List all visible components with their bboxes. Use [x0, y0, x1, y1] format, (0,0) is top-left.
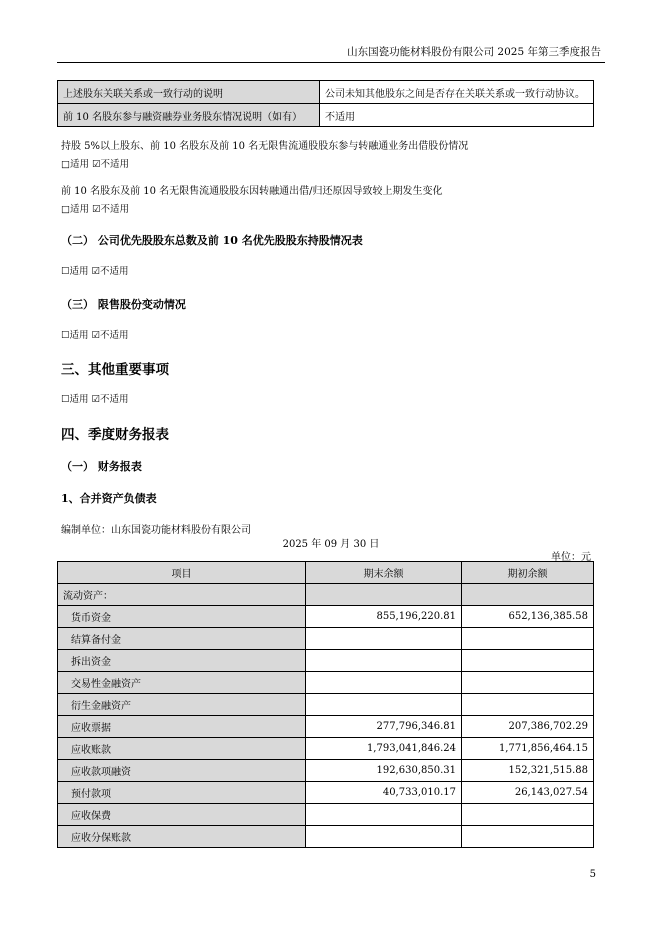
row-label: 结算备付金	[58, 628, 306, 650]
header-divider	[57, 62, 605, 63]
section-heading-preferred: （二） 公司优先股股东总数及前 10 名优先股股东持股情况表	[61, 234, 363, 247]
end-balance-cell	[306, 584, 462, 606]
table-row	[58, 81, 594, 104]
row-label: 货币资金	[58, 606, 306, 628]
end-balance-cell	[306, 650, 462, 672]
row-label: 衍生金融资产	[58, 694, 306, 716]
applicability-check: □适用 ☑不适用	[61, 159, 130, 170]
page-number: 5	[589, 869, 596, 880]
begin-balance-cell	[462, 826, 594, 848]
end-balance-cell	[306, 672, 462, 694]
end-balance-cell	[306, 694, 462, 716]
column-header-item: 项目	[58, 562, 306, 584]
paragraph-lending: 持股 5%以上股东、前 10 名股东及前 10 名无限售流通股股东参与转融通业务出借股份情况	[61, 141, 469, 152]
table-cell-label: 前 10 名股东参与融资融券业务股东情况说明（如有）	[58, 104, 320, 127]
table-cell-value: 公司未知其他股东之间是否存在关联关系或一致行动协议。	[320, 81, 594, 104]
section-heading-restricted: （三） 限售股份变动情况	[61, 298, 186, 311]
begin-balance-cell: 152,321,515.88	[462, 760, 594, 782]
begin-balance-cell	[462, 804, 594, 826]
table-cell-value: 不适用	[320, 104, 594, 127]
end-balance-cell: 40,733,010.17	[306, 782, 462, 804]
row-label: 交易性金融资产	[58, 672, 306, 694]
row-label: 拆出资金	[58, 650, 306, 672]
end-balance-cell: 855,196,220.81	[306, 606, 462, 628]
report-header-title: 山东国瓷功能材料股份有限公司 2025 年第三季度报告	[347, 46, 601, 58]
begin-balance-cell: 1,771,856,464.15	[462, 738, 594, 760]
table-row	[58, 584, 594, 606]
row-label: 应收款项融资	[58, 760, 306, 782]
row-label: 应收票据	[58, 716, 306, 738]
begin-balance-cell	[462, 694, 594, 716]
column-header-end-balance: 期末余额	[306, 562, 462, 584]
row-label: 预付款项	[58, 782, 306, 804]
table-row	[58, 694, 594, 716]
table-row	[58, 716, 594, 738]
section-heading-statements: （一） 财务报表	[61, 460, 142, 473]
section-heading-other: 三、其他重要事项	[61, 362, 169, 378]
end-balance-cell	[306, 804, 462, 826]
row-label: 应收保费	[58, 804, 306, 826]
unit-label: 单位：元	[551, 552, 591, 563]
begin-balance-cell: 652,136,385.58	[462, 606, 594, 628]
end-balance-cell: 277,796,346.81	[306, 716, 462, 738]
column-header-begin-balance: 期初余额	[462, 562, 594, 584]
table-row	[58, 826, 594, 848]
section-heading-balance-sheet: 1、合并资产负债表	[61, 492, 157, 505]
report-date: 2025 年 09 月 30 日	[282, 539, 380, 550]
row-label: 应收分保账款	[58, 826, 306, 848]
table-row	[58, 782, 594, 804]
begin-balance-cell: 207,386,702.29	[462, 716, 594, 738]
end-balance-cell	[306, 628, 462, 650]
balance-sheet-table	[57, 561, 594, 848]
applicability-check: ☐适用 ☑不适用	[61, 394, 129, 405]
table-row	[58, 804, 594, 826]
table-row	[58, 104, 594, 127]
paragraph-lending-change: 前 10 名股东及前 10 名无限售流通股股东因转融通出借/归还原因导致较上期发生变化	[61, 186, 443, 197]
table-row	[58, 760, 594, 782]
end-balance-cell: 192,630,850.31	[306, 760, 462, 782]
end-balance-cell	[306, 826, 462, 848]
begin-balance-cell: 26,143,027.54	[462, 782, 594, 804]
row-label: 流动资产：	[58, 584, 306, 606]
applicability-check: □适用 ☑不适用	[61, 204, 130, 215]
table-row	[58, 672, 594, 694]
table-row	[58, 606, 594, 628]
table-row	[58, 650, 594, 672]
section-heading-financial: 四、季度财务报表	[61, 427, 169, 443]
shareholder-notes-table	[57, 80, 594, 127]
compiler-line: 编制单位：山东国瓷功能材料股份有限公司	[61, 525, 251, 536]
table-row	[58, 628, 594, 650]
begin-balance-cell	[462, 650, 594, 672]
begin-balance-cell	[462, 672, 594, 694]
table-cell-label: 上述股东关联关系或一致行动的说明	[58, 81, 320, 104]
table-row	[58, 738, 594, 760]
applicability-check: ☐适用 ☑不适用	[61, 266, 129, 277]
end-balance-cell: 1,793,041,846.24	[306, 738, 462, 760]
table-header-row	[58, 562, 594, 584]
begin-balance-cell	[462, 628, 594, 650]
row-label: 应收账款	[58, 738, 306, 760]
applicability-check: ☐适用 ☑不适用	[61, 330, 129, 341]
begin-balance-cell	[462, 584, 594, 606]
